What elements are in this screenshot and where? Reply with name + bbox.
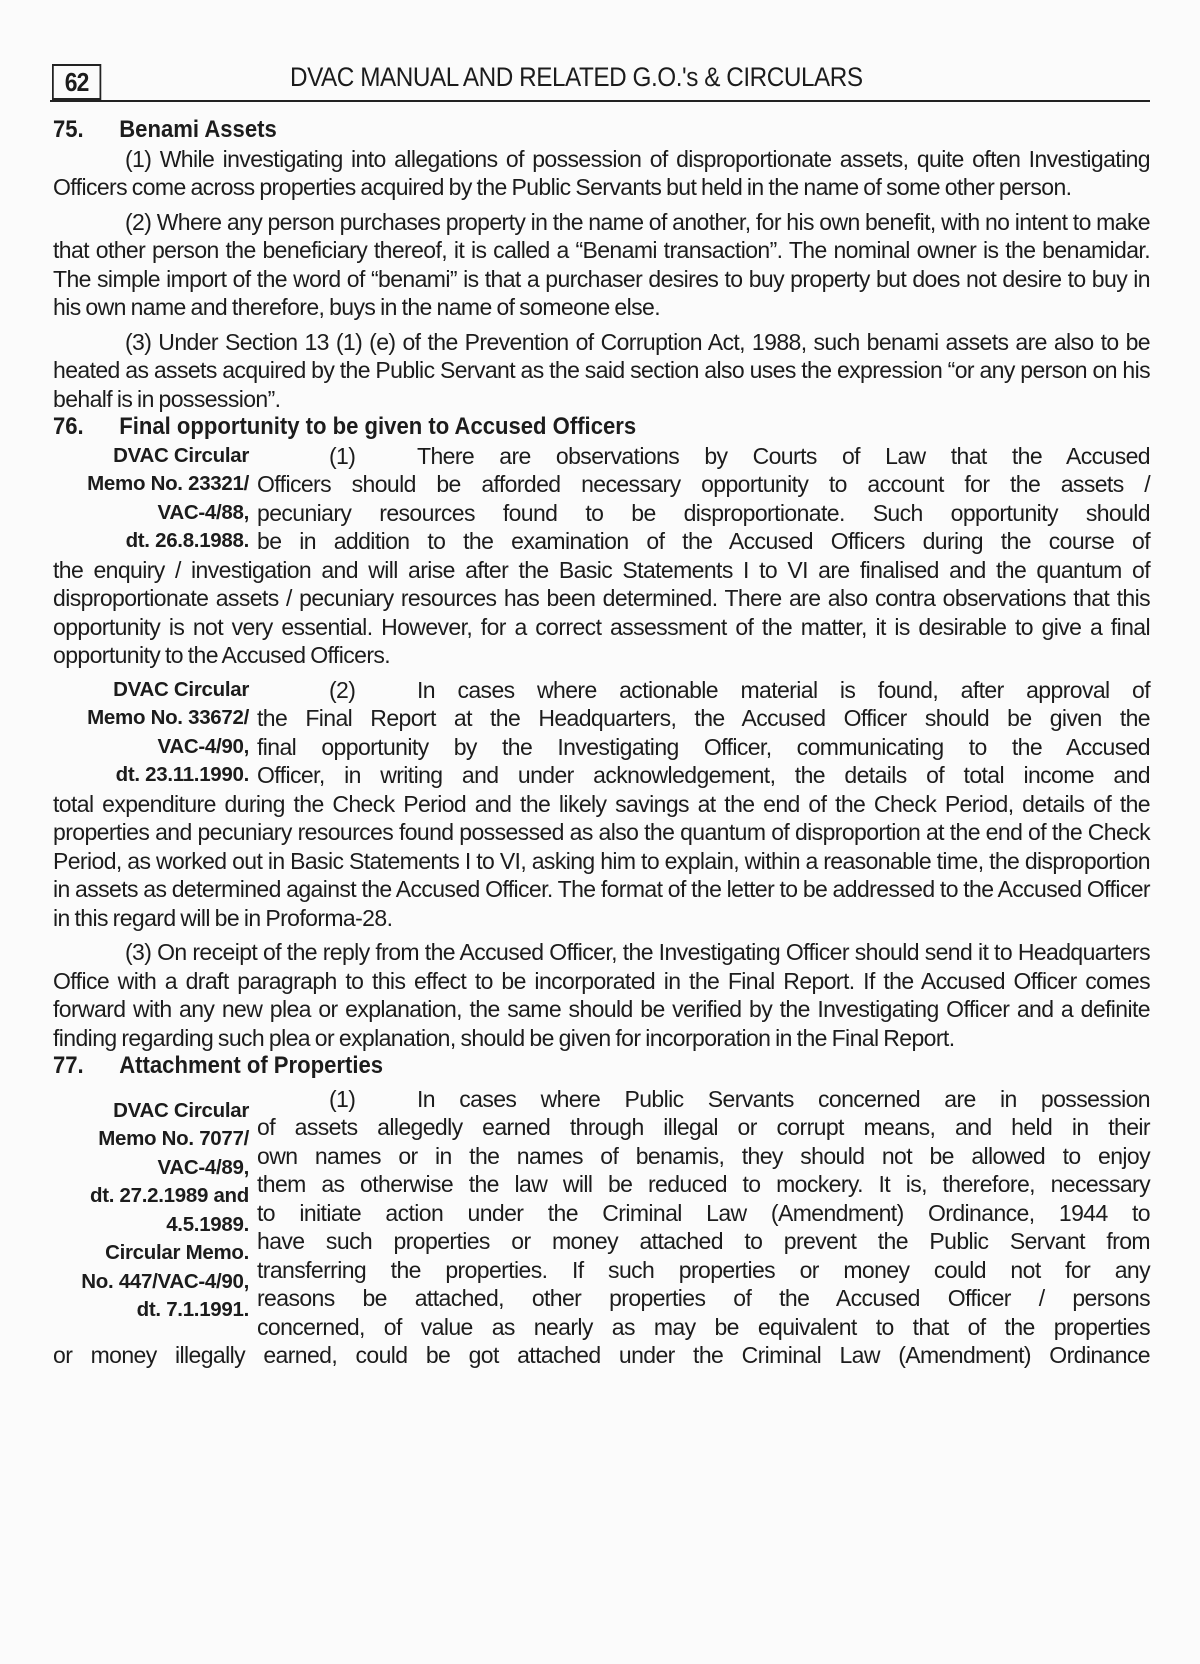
circular-reference bbox=[53, 1085, 257, 1342]
margin-line: Memo No. 33672/ bbox=[87, 706, 249, 729]
text-line: transferring the properties. If such properties or money could not for any bbox=[257, 1256, 1150, 1283]
margin-line: DVAC Circular bbox=[113, 677, 249, 701]
section-title: Final opportunity to be given to Accused Officers bbox=[119, 413, 637, 440]
page-content bbox=[53, 116, 1150, 1370]
text-line: concerned, of value as nearly as may be equivalent to that of the properties bbox=[257, 1313, 1150, 1340]
text-line: own names or in the names of benamis, they should not be allowed to enjoy bbox=[257, 1142, 1150, 1169]
text-line: the Final Report at the Headquarters, the Accused Officer should be given the bbox=[257, 705, 1150, 731]
circular-reference bbox=[53, 442, 257, 556]
text-line: Officer, in writing and under acknowledgement, the details of total income and bbox=[257, 762, 1150, 788]
text-line bbox=[257, 676, 1150, 705]
para-marker: (1) bbox=[329, 442, 356, 469]
section-75-para-2: (2) Where any person purchases property in the name of another, for his own benefit, with no intent to make that other person the beneficiary thereof, it is called a “Benami transaction”. The nominal owner is the benamidar. The simple import of the word of “benami” is that a purchaser desires to buy property but does not desire to buy in his own name and therefore, buys in the name of someone else. bbox=[53, 208, 1150, 320]
section-75-para-3: (3) Under Section 13 (1) (e) of the Prevention of Corruption Act, 1988, such benami assets are also to be heated as assets acquired by the Public Servant as the said section also uses the expression “or any person on his behalf is in possession”. bbox=[53, 328, 1150, 412]
text-line: of assets allegedly earned through illegal or corrupt means, and held in their bbox=[257, 1114, 1150, 1140]
text-line: Officers should be afforded necessary opportunity to account for the assets / bbox=[257, 471, 1150, 497]
page-number: 62 bbox=[52, 64, 101, 100]
margin-line: DVAC Circular bbox=[113, 1098, 249, 1122]
section-76-para-1 bbox=[53, 442, 1150, 556]
text-line bbox=[257, 1085, 1150, 1114]
text-span: There are observations by Courts of Law that the Accused bbox=[417, 442, 1150, 469]
circular-reference bbox=[53, 676, 257, 790]
page-header bbox=[50, 60, 1150, 102]
section-76-para-1-continued: the enquiry / investigation and will arise after the Basic Statements I to VI are finalised and the quantum of disproportionate assets / pecuniary resources has been determined. There are also contra observations that this opportunity is not very essential. However, for a correct assessment of the matter, it is desirable to give a final opportunity to the Accused Officers. bbox=[53, 556, 1150, 668]
running-title: DVAC MANUAL AND RELATED G.O.'s & CIRCULARS bbox=[290, 62, 863, 92]
section-76-para-3: (3) On receipt of the reply from the Accused Officer, the Investigating Officer should send it to Headquarters Office with a draft paragraph to this effect to be incorporated in the Final Report. If the Accused Officer comes forward with any new plea or explanation, the same should be verified by the Investigating Officer and a definite finding regarding such plea or explanation, should be given for incorporation in the Final Report. bbox=[53, 939, 1150, 1051]
margin-line: Memo No. 23321/ bbox=[87, 472, 249, 495]
section-76-para-2 bbox=[53, 676, 1150, 790]
section-number: 77. bbox=[53, 1052, 84, 1079]
margin-line: VAC-4/89, bbox=[157, 1155, 249, 1179]
text-span: In cases where actionable material is found, after approval of bbox=[417, 676, 1150, 703]
section-76-heading bbox=[53, 413, 1062, 442]
section-77-para-1 bbox=[53, 1085, 1150, 1342]
text-line: them as otherwise the law will be reduced to mockery. It is, therefore, necessary bbox=[257, 1171, 1150, 1197]
section-77-para-1-continued: or money illegally earned, could be got attached under the Criminal Law (Amendment) Ordinance bbox=[53, 1342, 1150, 1368]
text-line: pecuniary resources found to be disproportionate. Such opportunity should bbox=[257, 499, 1150, 526]
text-span: In cases where Public Servants concerned are in possession bbox=[417, 1085, 1150, 1112]
text-line: have such properties or money attached to prevent the Public Servant from bbox=[257, 1228, 1150, 1254]
section-title: Benami Assets bbox=[119, 116, 277, 143]
section-76-para-2-continued: total expenditure during the Check Period and the likely savings at the end of the Check Period, details of the properties and pecuniary resources found possessed as also the quantum of disproportion at the end of the Check Period, as worked out in Basic Statements I to VI, asking him to explain, within a reasonable time, the disproportion in assets as determined against the Accused Officer. The format of the letter to be addressed to the Accused Officer in this regard will be in Proforma-28. bbox=[53, 790, 1150, 931]
margin-line: 4.5.1989. bbox=[166, 1212, 249, 1236]
text-line bbox=[257, 442, 1150, 471]
para-marker: (1) bbox=[329, 1085, 356, 1112]
text-line: final opportunity by the Investigating Officer, communicating to the Accused bbox=[257, 733, 1150, 760]
margin-line: Memo No. 7077/ bbox=[98, 1127, 249, 1150]
margin-line: dt. 27.2.1989 and bbox=[90, 1184, 249, 1207]
margin-line: dt. 26.8.1988. bbox=[125, 529, 249, 552]
para-marker: (2) bbox=[329, 676, 356, 703]
section-75-para-1: (1) While investigating into allegations of possession of disproportionate assets, quite often Investigating Officers come across properties acquired by the Public Servants but held in the name of some other person. bbox=[53, 145, 1150, 200]
margin-line: dt. 7.1.1991. bbox=[136, 1298, 249, 1321]
text-line: to initiate action under the Criminal Law (Amendment) Ordinance, 1944 to bbox=[257, 1199, 1150, 1226]
margin-line: No. 447/VAC-4/90, bbox=[81, 1269, 249, 1293]
section-number: 76. bbox=[53, 413, 84, 440]
text-line: be in addition to the examination of the Accused Officers during the course of bbox=[257, 528, 1150, 554]
section-77-heading bbox=[53, 1052, 1062, 1081]
margin-line: dt. 23.11.1990. bbox=[115, 763, 249, 786]
section-75-heading bbox=[53, 116, 1062, 145]
section-number: 75. bbox=[53, 116, 84, 143]
margin-line: VAC-4/88, bbox=[157, 500, 249, 524]
margin-line: DVAC Circular bbox=[113, 443, 249, 467]
text-line: reasons be attached, other properties of the Accused Officer / persons bbox=[257, 1285, 1150, 1311]
margin-line: VAC-4/90, bbox=[157, 734, 249, 758]
section-title: Attachment of Properties bbox=[119, 1052, 384, 1079]
margin-line: Circular Memo. bbox=[105, 1241, 249, 1264]
